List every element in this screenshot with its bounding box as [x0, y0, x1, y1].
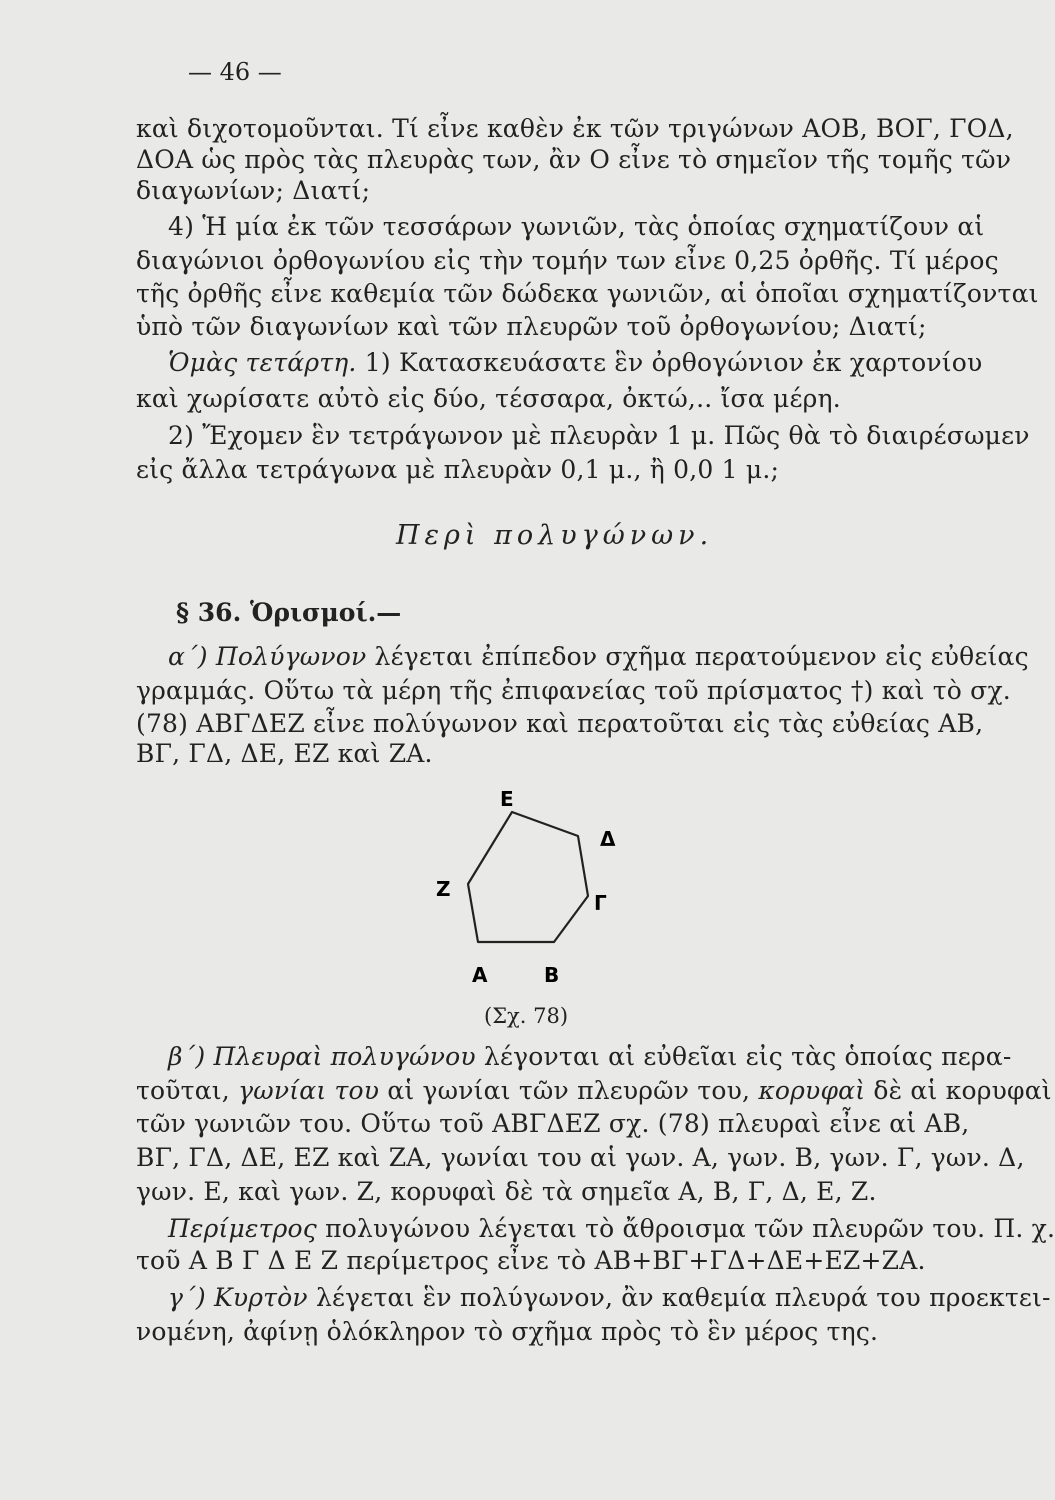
definition-c-term: Κυρτὸν — [213, 1283, 308, 1312]
text-line: νομένη, ἀφίνῃ ὁλόκληρον τὸ σχῆμα πρὸς τὸ ἓν μέρος της. — [136, 1317, 879, 1346]
text-line: διαγώνιοι ὀρθογωνίου εἰς τὴν τομήν των εἶνε 0,25 ὀρθῆς. Τί μέρος — [136, 246, 999, 275]
definition-b-term: Πλευραὶ πολυγώνου — [213, 1042, 476, 1071]
vertex-label-e: E — [500, 787, 514, 811]
group-four-title: Ὁμὰς τετάρτη. — [168, 348, 357, 377]
text-line: ὑπὸ τῶν διαγωνίων καὶ τῶν πλευρῶν τοῦ ὀρθογωνίου; Διατί; — [136, 312, 927, 341]
text-line: εἰς ἄλλα τετράγωνα μὲ πλευρὰν 0,1 μ., ἢ 0,0 1 μ.; — [136, 455, 780, 484]
definition-a-term: Πολύγωνον — [215, 642, 367, 671]
page-number: — 46 — — [188, 58, 282, 86]
definition-c-marker: γ΄) — [168, 1283, 206, 1312]
vertex-label-a: A — [472, 963, 488, 987]
definition-a-line — [168, 642, 1029, 672]
text-line: τοῦ Α Β Γ Δ Ε Ζ περίμετρος εἶνε τὸ ΑΒ+ΒΓ+ΓΔ+ΔΕ+ΕΖ+ΖΑ. — [136, 1246, 926, 1275]
text-line: ΔΟΑ ὡς πρὸς τὰς πλευρὰς των, ἂν Ο εἶνε τὸ σημεῖον τῆς τομῆς τῶν — [136, 145, 1012, 174]
definition-b-text: λέγονται αἱ εὐθεῖαι εἰς τὰς ὁποίας περα- — [483, 1042, 1012, 1071]
text-line: καὶ χωρίσατε αὐτὸ εἰς δύο, τέσσαρα, ὀκτώ,.. ἴσα μέρη. — [136, 384, 841, 413]
text-line: ΒΓ, ΓΔ, ΔΕ, ΕΖ καὶ ΖΑ. — [136, 739, 433, 768]
vertex-label-b: B — [544, 963, 560, 987]
hexagon-figure — [420, 787, 630, 996]
text-line: (78) ΑΒΓΔΕΖ εἶνε πολύγωνον καὶ περατοῦται εἰς τὰς εὐθείας ΑΒ, — [136, 709, 984, 738]
text-fragment: δὲ αἱ κορυφαὶ — [873, 1076, 1052, 1105]
text-line: 4) Ἡ μία ἐκ τῶν τεσσάρων γωνιῶν, τὰς ὁποίας σχηματίζουν αἱ — [168, 212, 985, 241]
text-line: γων. Ε, καὶ γων. Ζ, κορυφαὶ δὲ τὰ σημεῖα Α, Β, Γ, Δ, Ε, Ζ. — [136, 1177, 877, 1206]
perimeter-text: πολυγώνου λέγεται τὸ ἄθροισμα τῶν πλευρῶν του. Π. χ. — [325, 1214, 1055, 1243]
section-heading: Περὶ πολυγώνων. — [396, 520, 714, 551]
vertex-label-delta: Δ — [600, 827, 616, 851]
hexagon-shape — [468, 812, 588, 942]
term-vertices: κορυφαὶ — [758, 1076, 866, 1105]
group-four-line — [168, 348, 983, 378]
text-line: τῆς ὀρθῆς εἶνε καθεμία τῶν δώδεκα γωνιῶν, αἱ ὁποῖαι σχηματίζονται — [136, 279, 1039, 308]
text-line: 2) Ἔχομεν ἓν τετράγωνον μὲ πλευρὰν 1 μ. Πῶς θὰ τὸ διαιρέσωμεν — [168, 421, 1030, 450]
text-line: γραμμάς. Οὕτω τὰ μέρη τῆς ἐπιφανείας τοῦ πρίσματος †) καὶ τὸ σχ. — [136, 676, 1011, 705]
exercise-1-text: 1) Κατασκευάσατε ἓν ὀρθογώνιον ἐκ χαρτονίου — [364, 348, 983, 377]
section-title: § 36. Ὁρισμοί.— — [176, 598, 402, 627]
term-angles: γωνίαι του — [238, 1076, 380, 1105]
text-fragment: αἱ γωνίαι τῶν πλευρῶν του, — [387, 1076, 751, 1105]
text-line: τῶν γωνιῶν του. Οὕτω τοῦ ΑΒΓΔΕΖ σχ. (78) πλευραὶ εἶνε αἱ ΑΒ, — [136, 1109, 970, 1138]
definition-b-marker: β΄) — [168, 1042, 206, 1071]
definition-c-text: λέγεται ἓν πολύγωνον, ἂν καθεμία πλευρά του προεκτει- — [315, 1283, 1051, 1312]
perimeter-line — [168, 1214, 1055, 1244]
text-line: ΒΓ, ΓΔ, ΔΕ, ΕΖ καὶ ΖΑ, γωνίαι του αἱ γων. Α, γων. Β, γων. Γ, γων. Δ, — [136, 1143, 1025, 1172]
text-line: καὶ διχοτομοῦνται. Τί εἶνε καθὲν ἐκ τῶν τριγώνων ΑΟΒ, ΒΟΓ, ΓΟΔ, — [136, 114, 1014, 143]
text-line: διαγωνίων; Διατί; — [136, 176, 371, 205]
vertex-label-z: Z — [436, 877, 451, 901]
figure-caption: (Σχ. 78) — [484, 1004, 569, 1028]
definition-a-text: λέγεται ἐπίπεδον σχῆμα περατούμενον εἰς εὐθείας — [374, 642, 1029, 671]
definition-b-line — [168, 1042, 1012, 1072]
perimeter-term: Περίμετρος — [168, 1214, 317, 1243]
text-fragment: τοῦται, — [136, 1076, 230, 1105]
definition-a-marker: α΄) — [168, 642, 208, 671]
definition-c-line — [168, 1283, 1051, 1313]
definition-b-line-2 — [136, 1076, 1052, 1106]
vertex-label-gamma: Γ — [594, 891, 607, 915]
